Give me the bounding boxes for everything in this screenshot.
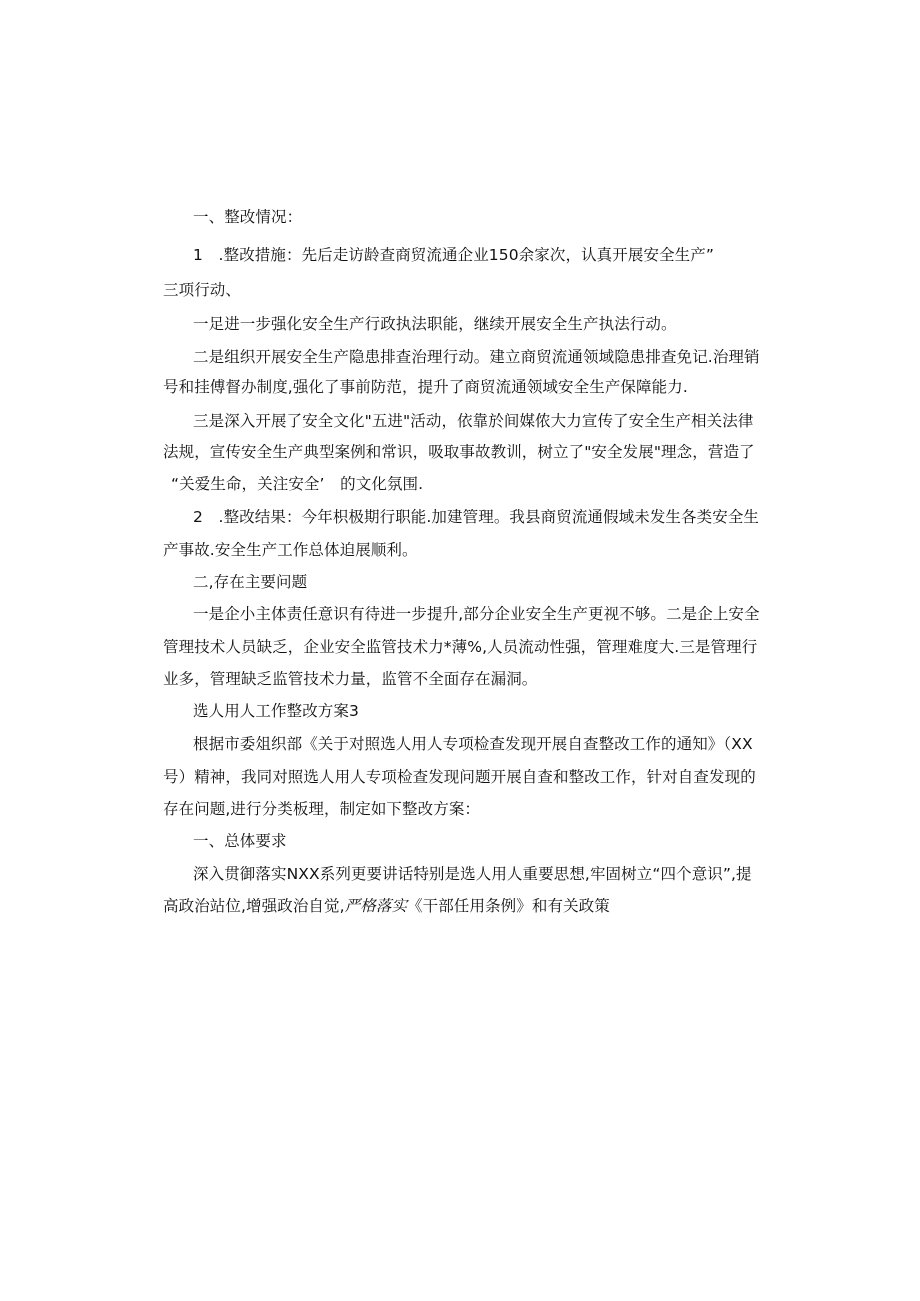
last-line-prefix: 高政治站位,增强政治自觉, <box>163 897 345 915</box>
document-title-line: 选人用人工作整改方案3 <box>193 702 359 720</box>
paragraph-line: 三项行动、 <box>163 281 242 299</box>
paragraph-line: 一足进一步强化安全生产行政执法职能，继续开展安全生产执法行动。 <box>193 315 677 333</box>
paragraph-line: 深入贯御落实NXX系列更要讲话特别是选人用人重要思想,牢固树立“四个意识”,提 <box>193 865 752 883</box>
paragraph-line: 产事故.安全生产工作总体迫展顺利。 <box>163 541 418 559</box>
paragraph-line: 1 .整改措施：先后走访龄查商贸流通企业150余家次，认真开展安全生产” <box>193 246 715 264</box>
paragraph-line: 管理技术人员缺乏，企业安全监管技术力*薄%,人员流动性强，管理难度大.三是管理行 <box>163 638 758 656</box>
paragraph-line: 号）精神，我同对照选人用人专项检查发现问题开展自查和整改工作，针对自查发现的 <box>163 768 756 786</box>
paragraph-last-line <box>163 895 610 917</box>
paragraph-line: 二是组织开展安全生产隐患排查治理行动。建立商贸流通领域隐患排查免记.治理销 <box>193 348 760 366</box>
paragraph-line: 号和挂傅督办制度,强化了事前防范，提升了商贸流通领域安全生产保障能力. <box>163 378 688 396</box>
paragraph-line: 业多，管理缺乏监管技术力量，监管不全面存在漏洞。 <box>163 670 538 688</box>
section-heading-main-problems: 二,存在主要问题 <box>193 573 308 591</box>
last-line-suffix: 《干部任用条例》和有关政策 <box>407 897 610 915</box>
section-heading-rectification-status: 一、整改情况： <box>193 208 303 226</box>
paragraph-line: 2 .整改结果：今年枳极期行职能.加建管理。我县商贸流通假域未发生各类安全生 <box>193 508 760 526</box>
last-line-italic: 严格落实 <box>344 897 408 915</box>
paragraph-line: 三是深入开展了安全文化"五进"活动，依靠於间媒侬大力宣传了安全生产相关法律 <box>193 412 754 430</box>
paragraph-line: 存在问题,进行分类板理，制定如下整改方案： <box>163 800 481 818</box>
paragraph-line: 一是企小主体责任意识有待进一步提升,部分企业安全生产更视不够。二是企上安全 <box>193 605 760 623</box>
section-heading-general-requirements: 一、总体要求 <box>193 832 287 850</box>
paragraph-line: 法规，宣传安全生产典型案例和常识，吸取事故教训，树立了"安全发展"理念，营造了 <box>163 443 755 461</box>
paragraph-line: 根据市委俎织部《关于对照选人用人专项检查发现开展自查整改工作的通知》（XX <box>193 735 753 753</box>
paragraph-line: “关爱生命，关注安全’ 的文化氛围. <box>171 475 424 493</box>
